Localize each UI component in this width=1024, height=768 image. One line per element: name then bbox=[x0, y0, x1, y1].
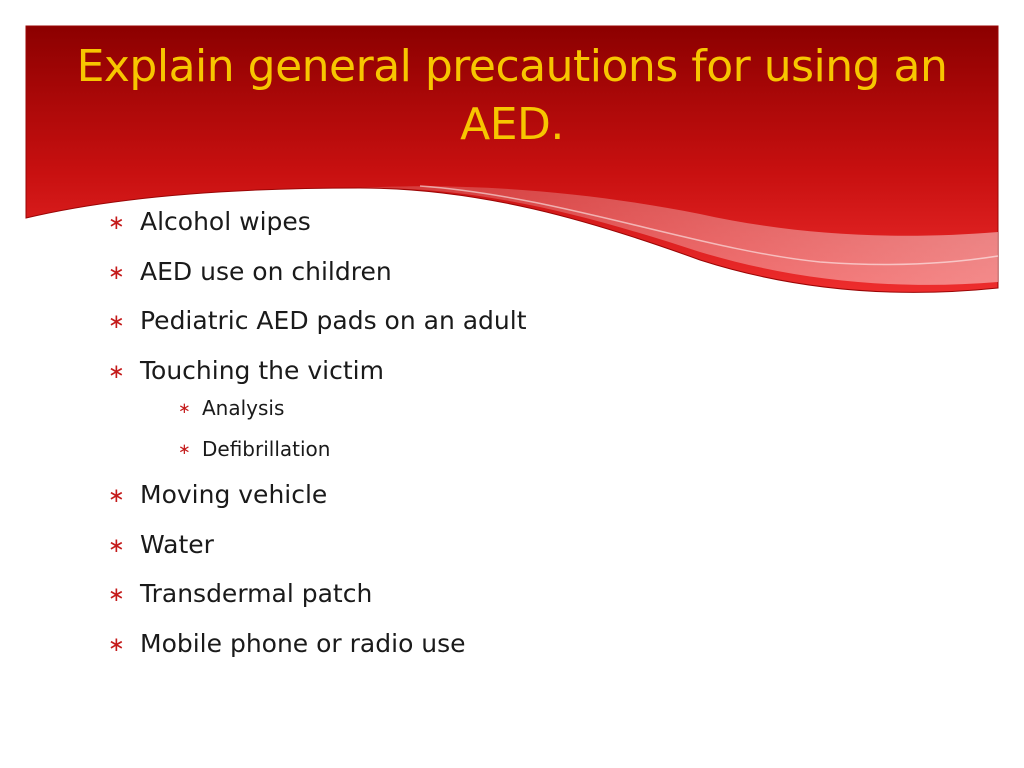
asterisk-bullet-icon: ∗ bbox=[108, 259, 125, 284]
asterisk-bullet-icon: ∗ bbox=[108, 358, 125, 383]
sub-bullet-item bbox=[178, 394, 908, 422]
bullet-item bbox=[108, 577, 908, 611]
bullet-item bbox=[108, 627, 908, 661]
bullet-text: Mobile phone or radio use bbox=[140, 628, 466, 658]
bullet-text: Touching the victim bbox=[140, 355, 384, 385]
bullet-text: Transdermal patch bbox=[140, 579, 373, 608]
sub-bullet-text: Defibrillation bbox=[202, 436, 331, 461]
bullet-item bbox=[108, 354, 908, 463]
asterisk-bullet-icon: ∗ bbox=[108, 210, 125, 234]
asterisk-bullet-icon: ∗ bbox=[178, 439, 191, 458]
slide-title: Explain general precautions for using an AED. bbox=[76, 41, 948, 150]
bullet-item bbox=[108, 205, 908, 239]
sub-bullet-item bbox=[178, 435, 908, 463]
bullet-item bbox=[108, 304, 908, 338]
asterisk-bullet-icon: ∗ bbox=[178, 398, 191, 417]
bullet-text: AED use on children bbox=[140, 256, 392, 286]
bullet-item bbox=[108, 255, 908, 289]
bullet-text: Moving vehicle bbox=[140, 480, 328, 509]
asterisk-bullet-icon: ∗ bbox=[108, 582, 125, 606]
asterisk-bullet-icon: ∗ bbox=[108, 309, 125, 333]
asterisk-bullet-icon: ∗ bbox=[108, 532, 125, 557]
bullet-item bbox=[108, 478, 908, 512]
sub-bullet-text: Analysis bbox=[202, 395, 285, 420]
asterisk-bullet-icon: ∗ bbox=[108, 631, 125, 656]
bullet-text: Alcohol wipes bbox=[140, 207, 311, 236]
bullet-item bbox=[108, 528, 908, 562]
sub-bullet-list bbox=[140, 394, 908, 463]
bullet-text: Pediatric AED pads on an adult bbox=[140, 306, 527, 335]
bullet-text: Water bbox=[140, 529, 214, 559]
bullet-list bbox=[108, 205, 908, 676]
asterisk-bullet-icon: ∗ bbox=[108, 483, 125, 507]
